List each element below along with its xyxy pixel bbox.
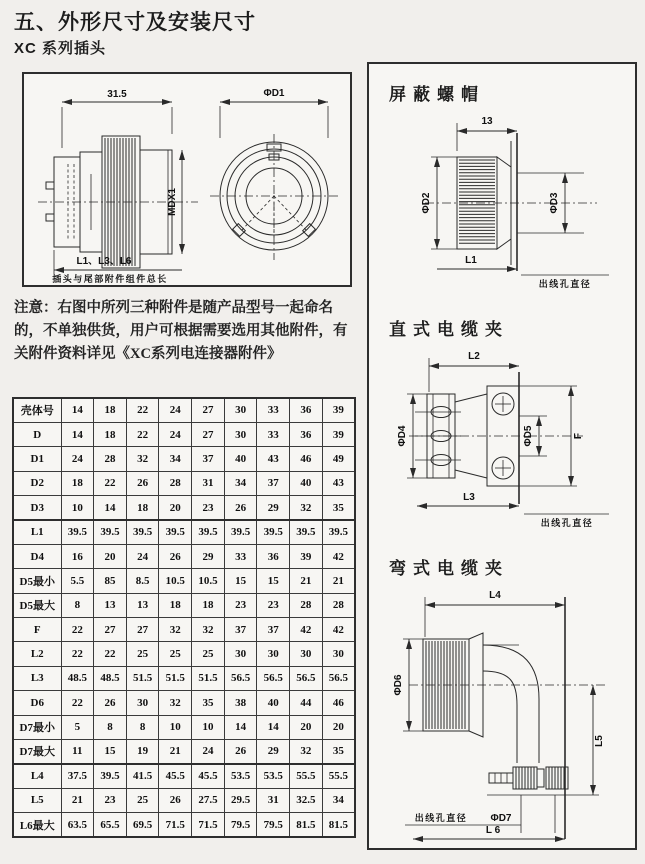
bent-hole-label: 出线孔直径 xyxy=(414,813,468,823)
value-cell: 10.5 xyxy=(192,569,225,593)
table-row xyxy=(13,544,355,568)
value-cell: 37 xyxy=(257,471,290,495)
value-cell: 18 xyxy=(94,398,127,422)
value-cell: 25 xyxy=(126,788,159,812)
value-cell: 10 xyxy=(61,496,94,520)
value-cell: 29.5 xyxy=(224,788,257,812)
plug-dim-thread: MDX1 xyxy=(167,188,178,216)
note-text: 注意：右图中所列三种附件是随产品型号一起命名的，不单独供货，用户可根据需要选用其他附件，有关附件资料详见《XC系列电连接器附件》 xyxy=(14,300,348,362)
value-cell: 8 xyxy=(61,593,94,617)
value-cell: 22 xyxy=(61,642,94,666)
value-cell: 48.5 xyxy=(94,666,127,690)
value-cell: 29 xyxy=(257,739,290,763)
row-label-cell: D7最大 xyxy=(13,739,61,763)
bent-dim-right: L5 xyxy=(594,735,605,747)
shield-dim-bottom: L1 xyxy=(465,255,477,266)
value-cell: 85 xyxy=(94,569,127,593)
row-label-cell: L1 xyxy=(13,520,61,544)
value-cell: 43 xyxy=(322,471,355,495)
value-cell: 14 xyxy=(224,715,257,739)
row-label-cell: L3 xyxy=(13,666,61,690)
value-cell: 21 xyxy=(290,569,323,593)
value-cell: 30 xyxy=(224,642,257,666)
value-cell: 22 xyxy=(61,618,94,642)
value-cell: 18 xyxy=(126,496,159,520)
value-cell: 63.5 xyxy=(61,813,94,837)
value-cell: 41.5 xyxy=(126,764,159,788)
value-cell: 39.5 xyxy=(192,520,225,544)
value-cell: 51.5 xyxy=(126,666,159,690)
value-cell: 16 xyxy=(61,544,94,568)
value-cell: 55.5 xyxy=(290,764,323,788)
value-cell: 21 xyxy=(159,739,192,763)
row-label-cell: L2 xyxy=(13,642,61,666)
shield-dim-top: 13 xyxy=(481,116,493,127)
value-cell: 39.5 xyxy=(159,520,192,544)
value-cell: 33 xyxy=(257,422,290,446)
row-label-cell: D6 xyxy=(13,691,61,715)
value-cell: 25 xyxy=(192,642,225,666)
value-cell: 35 xyxy=(322,496,355,520)
value-cell: 21 xyxy=(61,788,94,812)
table-row xyxy=(13,520,355,544)
value-cell: 42 xyxy=(322,618,355,642)
value-cell: 14 xyxy=(61,422,94,446)
straight-dim-bottom: L3 xyxy=(463,492,475,503)
value-cell: 32 xyxy=(290,739,323,763)
value-cell: 37 xyxy=(192,447,225,471)
value-cell: 49 xyxy=(322,447,355,471)
straight-clamp-drawing xyxy=(369,342,616,532)
value-cell: 32 xyxy=(126,447,159,471)
shield-dim-right: ΦD3 xyxy=(549,192,560,214)
value-cell: 24 xyxy=(61,447,94,471)
value-cell: 35 xyxy=(192,691,225,715)
value-cell: 24 xyxy=(159,398,192,422)
value-cell: 22 xyxy=(94,642,127,666)
table-row xyxy=(13,764,355,788)
value-cell: 40 xyxy=(224,447,257,471)
straight-dim-left: ΦD4 xyxy=(397,425,408,447)
value-cell: 28 xyxy=(159,471,192,495)
bent-hole-dim: ΦD7 xyxy=(490,813,512,824)
row-label-cell: L6最大 xyxy=(13,813,61,837)
row-label-cell: F xyxy=(13,618,61,642)
value-cell: 56.5 xyxy=(257,666,290,690)
value-cell: 27 xyxy=(126,618,159,642)
value-cell: 29 xyxy=(257,496,290,520)
value-cell: 53.5 xyxy=(257,764,290,788)
plug-dim-front: ΦD1 xyxy=(263,88,285,99)
value-cell: 55.5 xyxy=(322,764,355,788)
value-cell: 45.5 xyxy=(159,764,192,788)
value-cell: 39.5 xyxy=(94,520,127,544)
value-cell: 21 xyxy=(322,569,355,593)
value-cell: 8.5 xyxy=(126,569,159,593)
table-row xyxy=(13,666,355,690)
value-cell: 39.5 xyxy=(322,520,355,544)
value-cell: 45.5 xyxy=(192,764,225,788)
value-cell: 5 xyxy=(61,715,94,739)
value-cell: 81.5 xyxy=(290,813,323,837)
value-cell: 39 xyxy=(290,544,323,568)
value-cell: 32 xyxy=(159,618,192,642)
value-cell: 26 xyxy=(224,496,257,520)
table-row xyxy=(13,569,355,593)
value-cell: 37 xyxy=(224,618,257,642)
value-cell: 25 xyxy=(126,642,159,666)
value-cell: 23 xyxy=(224,593,257,617)
table-row xyxy=(13,593,355,617)
table-row xyxy=(13,496,355,520)
value-cell: 37.5 xyxy=(61,764,94,788)
value-cell: 36 xyxy=(257,544,290,568)
value-cell: 10.5 xyxy=(159,569,192,593)
page-title: 五、外形尺寸及安装尺寸 xyxy=(14,11,256,34)
value-cell: 23 xyxy=(257,593,290,617)
value-cell: 28 xyxy=(94,447,127,471)
value-cell: 30 xyxy=(126,691,159,715)
value-cell: 27 xyxy=(192,422,225,446)
table-row xyxy=(13,715,355,739)
value-cell: 34 xyxy=(322,788,355,812)
value-cell: 18 xyxy=(192,593,225,617)
straight-hole-label: 出线孔直径 xyxy=(540,518,594,528)
value-cell: 30 xyxy=(257,642,290,666)
row-label-cell: L4 xyxy=(13,764,61,788)
value-cell: 30 xyxy=(290,642,323,666)
value-cell: 26 xyxy=(159,788,192,812)
value-cell: 39.5 xyxy=(126,520,159,544)
plug-drawing-box xyxy=(22,72,352,287)
row-label-cell: D1 xyxy=(13,447,61,471)
row-label-cell: D5最大 xyxy=(13,593,61,617)
page-subtitle: XC 系列插头 xyxy=(14,40,107,57)
straight-dim-top: L2 xyxy=(468,351,480,362)
value-cell: 8 xyxy=(126,715,159,739)
bent-dim-left: ΦD6 xyxy=(393,674,404,696)
value-cell: 26 xyxy=(126,471,159,495)
value-cell: 13 xyxy=(94,593,127,617)
plug-dim-top: 31.5 xyxy=(107,89,127,100)
accessory-panel xyxy=(367,62,637,850)
row-label-cell: D2 xyxy=(13,471,61,495)
table-row xyxy=(13,739,355,763)
table-row xyxy=(13,422,355,446)
value-cell: 37 xyxy=(257,618,290,642)
value-cell: 18 xyxy=(94,422,127,446)
straight-dim-mid: ΦD5 xyxy=(523,425,534,447)
row-label-cell: D5最小 xyxy=(13,569,61,593)
value-cell: 46 xyxy=(322,691,355,715)
value-cell: 39.5 xyxy=(94,764,127,788)
value-cell: 42 xyxy=(290,618,323,642)
value-cell: 35 xyxy=(322,739,355,763)
table-row xyxy=(13,447,355,471)
value-cell: 30 xyxy=(224,398,257,422)
value-cell: 42 xyxy=(322,544,355,568)
value-cell: 10 xyxy=(159,715,192,739)
row-label-cell: D3 xyxy=(13,496,61,520)
shield-hole-label: 出线孔直径 xyxy=(538,279,592,289)
table-row xyxy=(13,642,355,666)
value-cell: 32.5 xyxy=(290,788,323,812)
value-cell: 51.5 xyxy=(192,666,225,690)
value-cell: 79.5 xyxy=(257,813,290,837)
value-cell: 20 xyxy=(159,496,192,520)
value-cell: 81.5 xyxy=(322,813,355,837)
table-row xyxy=(13,813,355,837)
value-cell: 69.5 xyxy=(126,813,159,837)
value-cell: 44 xyxy=(290,691,323,715)
value-cell: 32 xyxy=(159,691,192,715)
value-cell: 11 xyxy=(61,739,94,763)
row-label-cell: L5 xyxy=(13,788,61,812)
table-row xyxy=(13,788,355,812)
value-cell: 24 xyxy=(159,422,192,446)
value-cell: 39.5 xyxy=(61,520,94,544)
value-cell: 71.5 xyxy=(159,813,192,837)
value-cell: 15 xyxy=(257,569,290,593)
value-cell: 65.5 xyxy=(94,813,127,837)
value-cell: 20 xyxy=(94,544,127,568)
value-cell: 22 xyxy=(61,691,94,715)
value-cell: 15 xyxy=(94,739,127,763)
value-cell: 14 xyxy=(61,398,94,422)
value-cell: 30 xyxy=(322,642,355,666)
value-cell: 36 xyxy=(290,398,323,422)
value-cell: 56.5 xyxy=(224,666,257,690)
value-cell: 31 xyxy=(257,788,290,812)
value-cell: 27 xyxy=(94,618,127,642)
value-cell: 22 xyxy=(94,471,127,495)
bent-dim-bottom: L 6 xyxy=(485,825,501,836)
value-cell: 24 xyxy=(126,544,159,568)
table-row xyxy=(13,471,355,495)
row-label-cell: 壳体号 xyxy=(13,398,61,422)
value-cell: 39.5 xyxy=(224,520,257,544)
value-cell: 34 xyxy=(159,447,192,471)
value-cell: 36 xyxy=(290,422,323,446)
value-cell: 15 xyxy=(224,569,257,593)
value-cell: 26 xyxy=(94,691,127,715)
value-cell: 22 xyxy=(126,398,159,422)
value-cell: 71.5 xyxy=(192,813,225,837)
shield-dim-left: ΦD2 xyxy=(421,192,432,214)
plug-dim-lengths: L1、L3、L6 xyxy=(76,256,132,267)
value-cell: 39.5 xyxy=(290,520,323,544)
value-cell: 22 xyxy=(126,422,159,446)
value-cell: 31 xyxy=(192,471,225,495)
shield-nut-drawing xyxy=(369,107,616,293)
straight-clamp-title: 直式电缆夹 xyxy=(389,320,509,339)
row-label-cell: D xyxy=(13,422,61,446)
value-cell: 33 xyxy=(224,544,257,568)
value-cell: 51.5 xyxy=(159,666,192,690)
bent-clamp-title: 弯式电缆夹 xyxy=(389,559,509,578)
plug-drawing xyxy=(24,74,350,285)
value-cell: 23 xyxy=(192,496,225,520)
value-cell: 27.5 xyxy=(192,788,225,812)
shield-nut-title: 屏蔽螺帽 xyxy=(389,85,485,104)
value-cell: 28 xyxy=(322,593,355,617)
table-header-row xyxy=(13,398,355,422)
bent-clamp-drawing xyxy=(369,581,616,849)
value-cell: 28 xyxy=(290,593,323,617)
value-cell: 38 xyxy=(224,691,257,715)
value-cell: 30 xyxy=(224,422,257,446)
value-cell: 13 xyxy=(126,593,159,617)
value-cell: 34 xyxy=(224,471,257,495)
value-cell: 46 xyxy=(290,447,323,471)
value-cell: 33 xyxy=(257,398,290,422)
row-label-cell: D4 xyxy=(13,544,61,568)
value-cell: 29 xyxy=(192,544,225,568)
value-cell: 5.5 xyxy=(61,569,94,593)
value-cell: 53.5 xyxy=(224,764,257,788)
row-label-cell: D7最小 xyxy=(13,715,61,739)
value-cell: 39 xyxy=(322,398,355,422)
value-cell: 20 xyxy=(290,715,323,739)
value-cell: 56.5 xyxy=(322,666,355,690)
value-cell: 26 xyxy=(159,544,192,568)
value-cell: 43 xyxy=(257,447,290,471)
bent-dim-top: L4 xyxy=(489,590,501,601)
value-cell: 40 xyxy=(290,471,323,495)
value-cell: 32 xyxy=(192,618,225,642)
plug-caption: 插头与尾部附件组件总长 xyxy=(52,274,168,284)
value-cell: 20 xyxy=(322,715,355,739)
value-cell: 48.5 xyxy=(61,666,94,690)
value-cell: 18 xyxy=(61,471,94,495)
value-cell: 18 xyxy=(159,593,192,617)
value-cell: 19 xyxy=(126,739,159,763)
straight-dim-right: F xyxy=(573,432,584,440)
table-row xyxy=(13,691,355,715)
value-cell: 56.5 xyxy=(290,666,323,690)
value-cell: 32 xyxy=(290,496,323,520)
value-cell: 14 xyxy=(257,715,290,739)
value-cell: 40 xyxy=(257,691,290,715)
value-cell: 25 xyxy=(159,642,192,666)
value-cell: 26 xyxy=(224,739,257,763)
value-cell: 14 xyxy=(94,496,127,520)
dimension-table xyxy=(12,397,356,838)
value-cell: 79.5 xyxy=(224,813,257,837)
value-cell: 10 xyxy=(192,715,225,739)
value-cell: 27 xyxy=(192,398,225,422)
value-cell: 39 xyxy=(322,422,355,446)
value-cell: 8 xyxy=(94,715,127,739)
value-cell: 39.5 xyxy=(257,520,290,544)
table-row xyxy=(13,618,355,642)
value-cell: 23 xyxy=(94,788,127,812)
value-cell: 24 xyxy=(192,739,225,763)
